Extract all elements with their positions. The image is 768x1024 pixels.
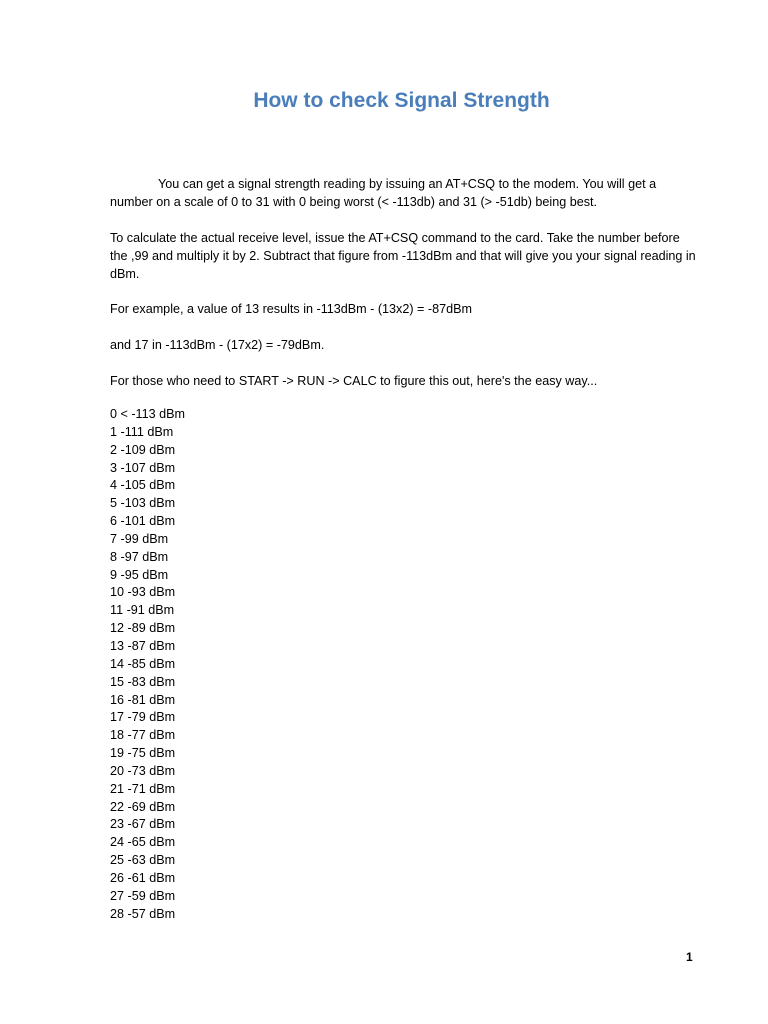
- list-item: 21 -71 dBm: [110, 781, 176, 796]
- paragraph-calculation: To calculate the actual receive level, issue the AT+CSQ command to the card. Take the number before the ,99 and multiply it by 2. Subtract that figure from -113dBm and that will give you your signal reading in dBm.: [110, 231, 696, 281]
- list-item: 24 -65 dBm: [110, 835, 176, 850]
- list-item: 0 < -113 dBm: [110, 407, 186, 421]
- paragraph-intro: [110, 175, 700, 211]
- list-item: 11 -91 dBm: [110, 603, 175, 618]
- list-item: 5 -103 dBm: [110, 496, 176, 511]
- list-item: 27 -59 dBm: [110, 888, 176, 903]
- list-item: 14 -85 dBm: [110, 656, 176, 671]
- document-title: How to check Signal Strength: [253, 89, 550, 112]
- list-item: 9 -95 dBm: [110, 567, 169, 582]
- paragraph-example-13: For example, a value of 13 results in -113dBm - (13x2) = -87dBm: [110, 302, 473, 316]
- list-item: 10 -93 dBm: [110, 585, 176, 600]
- paragraph-easy-way: For those who need to START -> RUN -> CALC to figure this out, here's the easy way...: [110, 374, 598, 388]
- paragraph-example-17: and 17 in -113dBm - (17x2) = -79dBm.: [110, 338, 325, 352]
- list-item: 1 -111 dBm: [110, 424, 174, 439]
- list-item: 19 -75 dBm: [110, 746, 176, 761]
- list-item: 6 -101 dBm: [110, 514, 176, 529]
- list-item: 18 -77 dBm: [110, 728, 176, 743]
- list-item: 25 -63 dBm: [110, 853, 176, 868]
- list-item: 20 -73 dBm: [110, 763, 176, 778]
- list-item: 3 -107 dBm: [110, 460, 176, 475]
- list-item: 23 -67 dBm: [110, 817, 176, 832]
- list-item: 12 -89 dBm: [110, 621, 176, 636]
- paragraph-intro-text: You can get a signal strength reading by issuing an AT+CSQ to the modem. You will get a number on a scale of 0 to 31 with 0 being worst (< -113db) and 31 (> -51db) being best.: [110, 177, 657, 209]
- list-item: 22 -69 dBm: [110, 799, 176, 814]
- list-item: 2 -109 dBm: [110, 442, 176, 457]
- list-item: 8 -97 dBm: [110, 549, 169, 564]
- list-item: 16 -81 dBm: [110, 692, 176, 707]
- page-number: 1: [686, 950, 693, 964]
- list-item: 4 -105 dBm: [110, 478, 176, 493]
- csq-dbm-list: [110, 406, 410, 923]
- list-item: 17 -79 dBm: [110, 710, 176, 725]
- list-item: 13 -87 dBm: [110, 638, 176, 653]
- list-item: 7 -99 dBm: [110, 531, 169, 546]
- list-item: 26 -61 dBm: [110, 870, 176, 885]
- list-item: 28 -57 dBm: [110, 906, 176, 921]
- list-item: 15 -83 dBm: [110, 674, 176, 689]
